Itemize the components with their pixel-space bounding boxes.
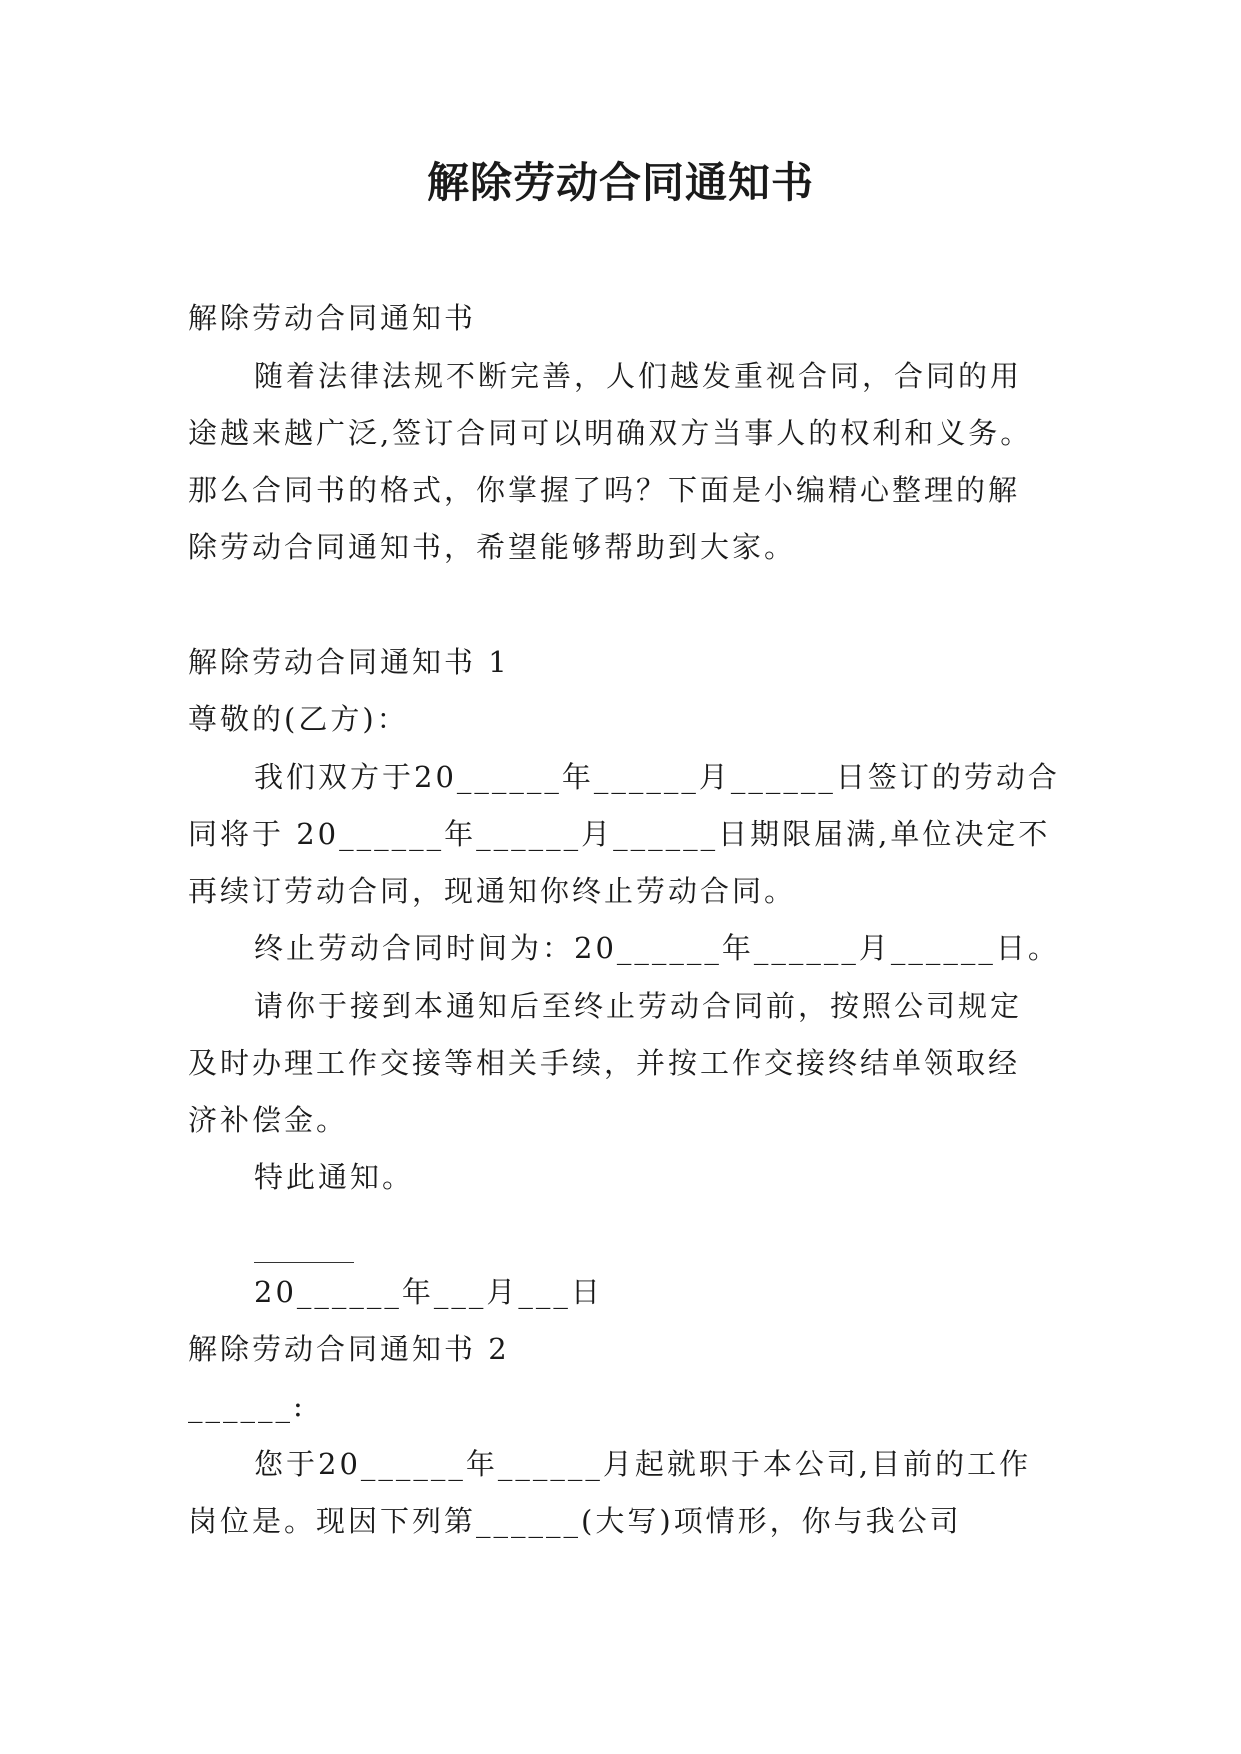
intro-paragraph-line-2: 途越来越广泛,签订合同可以明确双方当事人的权利和义务。: [188, 416, 1033, 450]
intro-paragraph-line-4: 除劳动合同通知书，希望能够帮助到大家。: [188, 530, 797, 564]
closing-notice: 特此通知。: [254, 1160, 415, 1194]
section-2-paragraph-line-2: 岗位是。现因下列第______(大写)项情形，你与我公司: [188, 1504, 962, 1538]
paragraph-1-line-1: 我们双方于20______年______月______日签订的劳动合: [254, 760, 1060, 794]
section-2-heading: 解除劳动合同通知书 2: [188, 1332, 510, 1366]
paragraph-2-line-3: 济补偿金。: [188, 1103, 349, 1137]
signature-date: 20______年___月___日: [254, 1275, 603, 1309]
intro-heading: 解除劳动合同通知书: [188, 301, 477, 335]
paragraph-2-line-2: 及时办理工作交接等相关手续，并按工作交接终结单领取经: [188, 1046, 1021, 1080]
salutation: 尊敬的(乙方)：: [188, 702, 409, 736]
section-2-recipient: ______:: [188, 1389, 306, 1423]
section-2-paragraph-line-1: 您于20______年______月起就职于本公司,目前的工作: [254, 1447, 1032, 1481]
termination-date-line: 终止劳动合同时间为：20______年______月______日。: [254, 931, 1060, 965]
paragraph-1-line-3: 再续订劳动合同，现通知你终止劳动合同。: [188, 874, 797, 908]
intro-paragraph-line-1: 随着法律法规不断完善，人们越发重视合同，合同的用: [254, 359, 1023, 393]
paragraph-2-line-1: 请你于接到本通知后至终止劳动合同前，按照公司规定: [254, 989, 1023, 1023]
signature-blank-line: [254, 1262, 354, 1263]
document-title: 解除劳动合同通知书: [426, 158, 814, 207]
intro-paragraph-line-3: 那么合同书的格式，你掌握了吗？下面是小编精心整理的解: [188, 473, 1021, 507]
paragraph-1-line-2: 同将于 20______年______月______日期限届满,单位决定不: [188, 817, 1051, 851]
section-1-heading: 解除劳动合同通知书 1: [188, 645, 510, 679]
